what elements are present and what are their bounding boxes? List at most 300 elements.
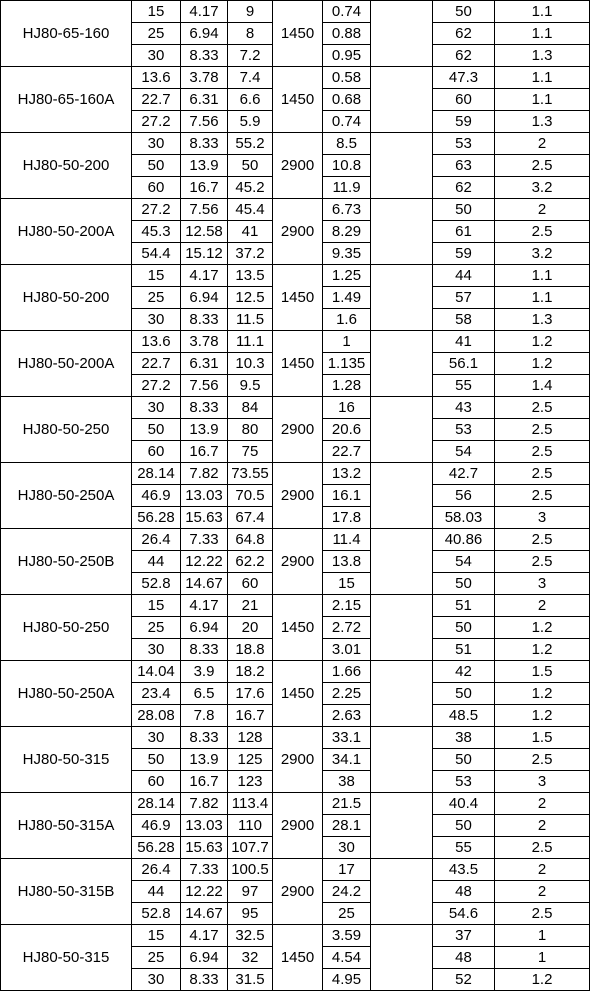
speed-cell: 1450: [273, 1, 323, 67]
speed-cell: 2900: [273, 793, 323, 859]
flow-m3h-cell: 28.14: [132, 793, 181, 815]
flow-m3h-cell: 30: [132, 45, 181, 67]
flow-ls-cell: 12.22: [181, 551, 228, 573]
head-cell: 113.4: [228, 793, 273, 815]
shaft-power-cell: 3.59: [323, 925, 371, 947]
flow-m3h-cell: 56.28: [132, 507, 181, 529]
flow-ls-cell: 13.03: [181, 485, 228, 507]
empty-cell: [371, 133, 433, 199]
model-cell: HJ80-50-200: [1, 265, 132, 331]
head-cell: 7.2: [228, 45, 273, 67]
flow-ls-cell: 16.7: [181, 177, 228, 199]
flow-m3h-cell: 60: [132, 771, 181, 793]
flow-m3h-cell: 13.6: [132, 331, 181, 353]
efficiency-cell: 58.03: [433, 507, 495, 529]
model-cell: HJ80-50-250A: [1, 661, 132, 727]
table-row: [1, 331, 590, 353]
shaft-power-cell: 28.1: [323, 815, 371, 837]
head-cell: 100.5: [228, 859, 273, 881]
efficiency-cell: 54.6: [433, 903, 495, 925]
efficiency-cell: 43.5: [433, 859, 495, 881]
efficiency-cell: 53: [433, 771, 495, 793]
efficiency-cell: 43: [433, 397, 495, 419]
efficiency-cell: 57: [433, 287, 495, 309]
flow-m3h-cell: 30: [132, 133, 181, 155]
flow-m3h-cell: 52.8: [132, 903, 181, 925]
table-row: [1, 133, 590, 155]
shaft-power-cell: 6.73: [323, 199, 371, 221]
efficiency-cell: 50: [433, 617, 495, 639]
shaft-power-cell: 13.8: [323, 551, 371, 573]
flow-ls-cell: 14.67: [181, 573, 228, 595]
head-cell: 67.4: [228, 507, 273, 529]
head-cell: 97: [228, 881, 273, 903]
shaft-power-cell: 0.74: [323, 111, 371, 133]
head-cell: 11.5: [228, 309, 273, 331]
flow-m3h-cell: 28.08: [132, 705, 181, 727]
flow-m3h-cell: 25: [132, 23, 181, 45]
npsh-cell: 1.1: [495, 89, 590, 111]
empty-cell: [371, 595, 433, 661]
flow-m3h-cell: 54.4: [132, 243, 181, 265]
shaft-power-cell: 17.8: [323, 507, 371, 529]
head-cell: 60: [228, 573, 273, 595]
shaft-power-cell: 11.4: [323, 529, 371, 551]
npsh-cell: 2.5: [495, 397, 590, 419]
npsh-cell: 2.5: [495, 529, 590, 551]
flow-m3h-cell: 50: [132, 155, 181, 177]
head-cell: 7.4: [228, 67, 273, 89]
head-cell: 128: [228, 727, 273, 749]
head-cell: 123: [228, 771, 273, 793]
flow-ls-cell: 7.33: [181, 529, 228, 551]
speed-cell: 2900: [273, 859, 323, 925]
shaft-power-cell: 20.6: [323, 419, 371, 441]
npsh-cell: 1.5: [495, 661, 590, 683]
shaft-power-cell: 1.28: [323, 375, 371, 397]
npsh-cell: 1.4: [495, 375, 590, 397]
npsh-cell: 2: [495, 595, 590, 617]
shaft-power-cell: 13.2: [323, 463, 371, 485]
table-row: [1, 595, 590, 617]
head-cell: 8: [228, 23, 273, 45]
head-cell: 107.7: [228, 837, 273, 859]
efficiency-cell: 62: [433, 177, 495, 199]
head-cell: 32: [228, 947, 273, 969]
shaft-power-cell: 0.68: [323, 89, 371, 111]
shaft-power-cell: 15: [323, 573, 371, 595]
head-cell: 6.6: [228, 89, 273, 111]
shaft-power-cell: 24.2: [323, 881, 371, 903]
npsh-cell: 2: [495, 793, 590, 815]
npsh-cell: 3.2: [495, 177, 590, 199]
head-cell: 110: [228, 815, 273, 837]
efficiency-cell: 50: [433, 815, 495, 837]
flow-ls-cell: 13.03: [181, 815, 228, 837]
efficiency-cell: 62: [433, 45, 495, 67]
speed-cell: 2900: [273, 727, 323, 793]
table-row: [1, 661, 590, 683]
table-row: [1, 1, 590, 23]
flow-m3h-cell: 15: [132, 265, 181, 287]
flow-ls-cell: 7.8: [181, 705, 228, 727]
table-row: [1, 793, 590, 815]
npsh-cell: 2.5: [495, 837, 590, 859]
shaft-power-cell: 2.25: [323, 683, 371, 705]
empty-cell: [371, 925, 433, 991]
efficiency-cell: 52: [433, 969, 495, 991]
flow-ls-cell: 13.9: [181, 155, 228, 177]
table-row: [1, 67, 590, 89]
head-cell: 18.8: [228, 639, 273, 661]
flow-m3h-cell: 52.8: [132, 573, 181, 595]
empty-cell: [371, 793, 433, 859]
head-cell: 5.9: [228, 111, 273, 133]
flow-ls-cell: 7.56: [181, 199, 228, 221]
efficiency-cell: 37: [433, 925, 495, 947]
head-cell: 31.5: [228, 969, 273, 991]
flow-ls-cell: 4.17: [181, 265, 228, 287]
shaft-power-cell: 1: [323, 331, 371, 353]
head-cell: 55.2: [228, 133, 273, 155]
empty-cell: [371, 199, 433, 265]
flow-ls-cell: 8.33: [181, 639, 228, 661]
efficiency-cell: 63: [433, 155, 495, 177]
efficiency-cell: 50: [433, 683, 495, 705]
flow-ls-cell: 8.33: [181, 727, 228, 749]
flow-m3h-cell: 30: [132, 309, 181, 331]
flow-m3h-cell: 15: [132, 1, 181, 23]
flow-m3h-cell: 45.3: [132, 221, 181, 243]
flow-ls-cell: 13.9: [181, 419, 228, 441]
flow-ls-cell: 8.33: [181, 45, 228, 67]
head-cell: 16.7: [228, 705, 273, 727]
npsh-cell: 2: [495, 815, 590, 837]
head-cell: 84: [228, 397, 273, 419]
empty-cell: [371, 859, 433, 925]
flow-m3h-cell: 28.14: [132, 463, 181, 485]
flow-m3h-cell: 15: [132, 925, 181, 947]
flow-m3h-cell: 56.28: [132, 837, 181, 859]
flow-ls-cell: 4.17: [181, 595, 228, 617]
flow-m3h-cell: 25: [132, 287, 181, 309]
empty-cell: [371, 331, 433, 397]
npsh-cell: 2: [495, 881, 590, 903]
flow-ls-cell: 15.63: [181, 507, 228, 529]
npsh-cell: 1.1: [495, 265, 590, 287]
efficiency-cell: 54: [433, 441, 495, 463]
shaft-power-cell: 33.1: [323, 727, 371, 749]
shaft-power-cell: 38: [323, 771, 371, 793]
head-cell: 95: [228, 903, 273, 925]
table-row: [1, 925, 590, 947]
head-cell: 64.8: [228, 529, 273, 551]
flow-m3h-cell: 60: [132, 177, 181, 199]
npsh-cell: 3: [495, 771, 590, 793]
flow-ls-cell: 4.17: [181, 925, 228, 947]
table-row: [1, 463, 590, 485]
efficiency-cell: 42.7: [433, 463, 495, 485]
model-cell: HJ80-65-160A: [1, 67, 132, 133]
shaft-power-cell: 4.95: [323, 969, 371, 991]
shaft-power-cell: 2.72: [323, 617, 371, 639]
npsh-cell: 1.2: [495, 639, 590, 661]
flow-ls-cell: 3.78: [181, 331, 228, 353]
head-cell: 70.5: [228, 485, 273, 507]
shaft-power-cell: 16.1: [323, 485, 371, 507]
efficiency-cell: 54: [433, 551, 495, 573]
npsh-cell: 2.5: [495, 463, 590, 485]
flow-ls-cell: 6.94: [181, 23, 228, 45]
shaft-power-cell: 1.25: [323, 265, 371, 287]
table-row: [1, 265, 590, 287]
model-cell: HJ80-50-315: [1, 727, 132, 793]
empty-cell: [371, 727, 433, 793]
npsh-cell: 1.2: [495, 353, 590, 375]
flow-m3h-cell: 30: [132, 397, 181, 419]
flow-ls-cell: 6.94: [181, 287, 228, 309]
shaft-power-cell: 9.35: [323, 243, 371, 265]
shaft-power-cell: 4.54: [323, 947, 371, 969]
model-cell: HJ80-50-250B: [1, 529, 132, 595]
head-cell: 13.5: [228, 265, 273, 287]
head-cell: 10.3: [228, 353, 273, 375]
npsh-cell: 1.1: [495, 287, 590, 309]
head-cell: 17.6: [228, 683, 273, 705]
npsh-cell: 2.5: [495, 551, 590, 573]
efficiency-cell: 58: [433, 309, 495, 331]
efficiency-cell: 56: [433, 485, 495, 507]
speed-cell: 2900: [273, 529, 323, 595]
efficiency-cell: 50: [433, 199, 495, 221]
efficiency-cell: 55: [433, 837, 495, 859]
npsh-cell: 2.5: [495, 419, 590, 441]
npsh-cell: 1.3: [495, 309, 590, 331]
flow-ls-cell: 6.31: [181, 353, 228, 375]
flow-ls-cell: 7.56: [181, 111, 228, 133]
flow-ls-cell: 3.78: [181, 67, 228, 89]
shaft-power-cell: 16: [323, 397, 371, 419]
shaft-power-cell: 0.74: [323, 1, 371, 23]
head-cell: 73.55: [228, 463, 273, 485]
npsh-cell: 1.2: [495, 683, 590, 705]
model-cell: HJ80-50-200A: [1, 199, 132, 265]
model-cell: HJ80-50-200A: [1, 331, 132, 397]
model-cell: HJ80-50-250: [1, 595, 132, 661]
shaft-power-cell: 8.29: [323, 221, 371, 243]
head-cell: 21: [228, 595, 273, 617]
flow-m3h-cell: 23.4: [132, 683, 181, 705]
flow-m3h-cell: 44: [132, 551, 181, 573]
flow-m3h-cell: 44: [132, 881, 181, 903]
efficiency-cell: 40.86: [433, 529, 495, 551]
flow-m3h-cell: 50: [132, 419, 181, 441]
npsh-cell: 1.2: [495, 705, 590, 727]
efficiency-cell: 51: [433, 595, 495, 617]
flow-ls-cell: 4.17: [181, 1, 228, 23]
shaft-power-cell: 25: [323, 903, 371, 925]
flow-ls-cell: 8.33: [181, 397, 228, 419]
npsh-cell: 1.5: [495, 727, 590, 749]
table-body: [1, 1, 590, 991]
efficiency-cell: 53: [433, 133, 495, 155]
flow-ls-cell: 3.9: [181, 661, 228, 683]
head-cell: 12.5: [228, 287, 273, 309]
flow-ls-cell: 13.9: [181, 749, 228, 771]
flow-m3h-cell: 25: [132, 617, 181, 639]
flow-m3h-cell: 13.6: [132, 67, 181, 89]
head-cell: 50: [228, 155, 273, 177]
efficiency-cell: 53: [433, 419, 495, 441]
flow-ls-cell: 6.94: [181, 947, 228, 969]
flow-ls-cell: 7.82: [181, 463, 228, 485]
flow-m3h-cell: 27.2: [132, 375, 181, 397]
flow-ls-cell: 15.12: [181, 243, 228, 265]
npsh-cell: 1.3: [495, 45, 590, 67]
npsh-cell: 1.2: [495, 331, 590, 353]
empty-cell: [371, 661, 433, 727]
head-cell: 45.4: [228, 199, 273, 221]
head-cell: 62.2: [228, 551, 273, 573]
model-cell: HJ80-50-250: [1, 397, 132, 463]
shaft-power-cell: 34.1: [323, 749, 371, 771]
efficiency-cell: 51: [433, 639, 495, 661]
npsh-cell: 2.5: [495, 155, 590, 177]
flow-m3h-cell: 50: [132, 749, 181, 771]
flow-m3h-cell: 15: [132, 595, 181, 617]
flow-m3h-cell: 46.9: [132, 485, 181, 507]
model-cell: HJ80-50-315B: [1, 859, 132, 925]
npsh-cell: 2.5: [495, 221, 590, 243]
npsh-cell: 2: [495, 859, 590, 881]
shaft-power-cell: 2.63: [323, 705, 371, 727]
speed-cell: 1450: [273, 331, 323, 397]
npsh-cell: 1.3: [495, 111, 590, 133]
efficiency-cell: 42: [433, 661, 495, 683]
flow-m3h-cell: 30: [132, 639, 181, 661]
flow-ls-cell: 7.82: [181, 793, 228, 815]
flow-m3h-cell: 22.7: [132, 89, 181, 111]
efficiency-cell: 44: [433, 265, 495, 287]
speed-cell: 1450: [273, 595, 323, 661]
head-cell: 37.2: [228, 243, 273, 265]
npsh-cell: 2.5: [495, 441, 590, 463]
empty-cell: [371, 265, 433, 331]
empty-cell: [371, 463, 433, 529]
model-cell: HJ80-50-250A: [1, 463, 132, 529]
shaft-power-cell: 1.6: [323, 309, 371, 331]
npsh-cell: 3: [495, 507, 590, 529]
shaft-power-cell: 11.9: [323, 177, 371, 199]
speed-cell: 1450: [273, 67, 323, 133]
efficiency-cell: 60: [433, 89, 495, 111]
flow-ls-cell: 8.33: [181, 309, 228, 331]
head-cell: 45.2: [228, 177, 273, 199]
flow-ls-cell: 12.22: [181, 881, 228, 903]
head-cell: 125: [228, 749, 273, 771]
shaft-power-cell: 1.49: [323, 287, 371, 309]
flow-m3h-cell: 30: [132, 727, 181, 749]
model-cell: HJ80-50-315: [1, 925, 132, 991]
flow-ls-cell: 7.33: [181, 859, 228, 881]
speed-cell: 1450: [273, 661, 323, 727]
shaft-power-cell: 8.5: [323, 133, 371, 155]
flow-m3h-cell: 60: [132, 441, 181, 463]
flow-ls-cell: 6.5: [181, 683, 228, 705]
shaft-power-cell: 0.95: [323, 45, 371, 67]
efficiency-cell: 59: [433, 111, 495, 133]
empty-cell: [371, 1, 433, 67]
flow-ls-cell: 8.33: [181, 969, 228, 991]
efficiency-cell: 50: [433, 749, 495, 771]
shaft-power-cell: 1.66: [323, 661, 371, 683]
head-cell: 20: [228, 617, 273, 639]
npsh-cell: 3: [495, 573, 590, 595]
flow-ls-cell: 14.67: [181, 903, 228, 925]
flow-ls-cell: 6.94: [181, 617, 228, 639]
shaft-power-cell: 10.8: [323, 155, 371, 177]
npsh-cell: 1.2: [495, 617, 590, 639]
shaft-power-cell: 17: [323, 859, 371, 881]
efficiency-cell: 55: [433, 375, 495, 397]
flow-m3h-cell: 26.4: [132, 529, 181, 551]
flow-m3h-cell: 30: [132, 969, 181, 991]
efficiency-cell: 40.4: [433, 793, 495, 815]
model-cell: HJ80-50-315A: [1, 793, 132, 859]
flow-m3h-cell: 46.9: [132, 815, 181, 837]
npsh-cell: 1: [495, 947, 590, 969]
efficiency-cell: 61: [433, 221, 495, 243]
efficiency-cell: 48: [433, 947, 495, 969]
npsh-cell: 2: [495, 199, 590, 221]
speed-cell: 2900: [273, 199, 323, 265]
head-cell: 32.5: [228, 925, 273, 947]
flow-ls-cell: 12.58: [181, 221, 228, 243]
empty-cell: [371, 397, 433, 463]
flow-m3h-cell: 27.2: [132, 199, 181, 221]
shaft-power-cell: 30: [323, 837, 371, 859]
flow-ls-cell: 6.31: [181, 89, 228, 111]
efficiency-cell: 56.1: [433, 353, 495, 375]
flow-ls-cell: 15.63: [181, 837, 228, 859]
speed-cell: 2900: [273, 397, 323, 463]
npsh-cell: 3.2: [495, 243, 590, 265]
npsh-cell: 1: [495, 925, 590, 947]
speed-cell: 1450: [273, 265, 323, 331]
flow-m3h-cell: 26.4: [132, 859, 181, 881]
efficiency-cell: 47.3: [433, 67, 495, 89]
speed-cell: 2900: [273, 133, 323, 199]
table-row: [1, 727, 590, 749]
table-row: [1, 397, 590, 419]
efficiency-cell: 48.5: [433, 705, 495, 727]
model-cell: HJ80-65-160: [1, 1, 132, 67]
flow-ls-cell: 16.7: [181, 771, 228, 793]
shaft-power-cell: 1.135: [323, 353, 371, 375]
npsh-cell: 2: [495, 133, 590, 155]
flow-m3h-cell: 25: [132, 947, 181, 969]
efficiency-cell: 62: [433, 23, 495, 45]
flow-ls-cell: 8.33: [181, 133, 228, 155]
shaft-power-cell: 3.01: [323, 639, 371, 661]
head-cell: 11.1: [228, 331, 273, 353]
flow-ls-cell: 16.7: [181, 441, 228, 463]
speed-cell: 1450: [273, 925, 323, 991]
npsh-cell: 2.5: [495, 485, 590, 507]
flow-m3h-cell: 22.7: [132, 353, 181, 375]
flow-m3h-cell: 14.04: [132, 661, 181, 683]
head-cell: 9: [228, 1, 273, 23]
